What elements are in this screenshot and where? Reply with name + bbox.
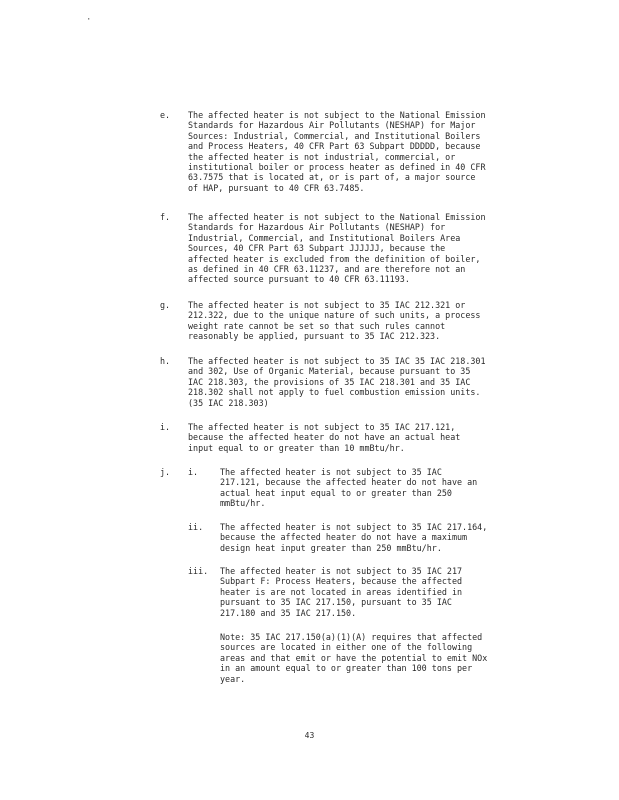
item-letter: f. bbox=[160, 212, 171, 222]
item-letter: e. bbox=[160, 110, 171, 120]
subitem-text: The affected heater is not subject to 35 IAC 217.164, because the affected heater do not have a maximum design heat input greater than 250 mmBtu/hr. bbox=[220, 522, 488, 553]
item-letter: j. bbox=[160, 467, 171, 477]
item-text: The affected heater is not subject to 35 IAC 35 IAC 218.301 and 302, Use of Organic Material, because pursuant to 35 IAC 218.303, the provisions of 35 IAC 218.301 and 35 IAC 218.302 shall not apply to fuel combustion emission units. (35 IAC 218.303) bbox=[188, 356, 486, 408]
subitem-numeral: ii. bbox=[188, 522, 204, 532]
subitem-text: The affected heater is not subject to 35 IAC 217.121, because the affected heater do not have an actual heat input equal to or greater than 250 mmBtu/hr. bbox=[220, 467, 478, 509]
item-text: The affected heater is not subject to the National Emission Standards for Hazardous Air Pollutants (NESHAP) for Industrial, Commercial, and Institutional Boilers Area Sources, 40 CFR Part 63 Subpart JJJJJJ, because the affected heater is excluded from the definition of boiler, as defined in 40 CFR 63.11237, and are therefore not an affected source pursuant to 40 CFR 63.11193. bbox=[188, 212, 486, 285]
item-text: The affected heater is not subject to 35 IAC 217.121, because the affected heater do not have an actual heat input equal to or greater than 10 mmBtu/hr. bbox=[188, 422, 461, 453]
note-text: Note: 35 IAC 217.150(a)(1)(A) requires that affected sources are located in either one of the following areas and that emit or have the potential to emit NOx in an amount equal to or greater than 100 tons per year. bbox=[220, 632, 488, 684]
subitem-numeral: i. bbox=[188, 467, 199, 477]
subitem-numeral: iii. bbox=[188, 566, 209, 576]
item-text: The affected heater is not subject to the National Emission Standards for Hazardous Air Pollutants (NESHAP) for Major Sources: Industrial, Commercial, and Institutional Boilers and Process Heaters, 40 CFR Part 63 Subpart DDDDD, because the affected heater is not industrial, commercial, or institutional boiler or process heater as defined in 40 CFR 63.7575 that is located at, or is part of, a major source of HAP, pursuant to 40 CFR 63.7485. bbox=[188, 110, 486, 193]
item-letter: h. bbox=[160, 356, 171, 366]
item-text: The affected heater is not subject to 35 IAC 212.321 or 212.322, due to the unique nature of such units, a process weight rate cannot be set so that such rules cannot reasonably be applied, pursuant to 35 IAC 212.323. bbox=[188, 300, 481, 342]
subitem-text: The affected heater is not subject to 35 IAC 217 Subpart F: Process Heaters, because the affected heater is are not located in areas identified in pursuant to 35 IAC 217.150, pursuant to 35 IAC 217.180 and 35 IAC 217.150. bbox=[220, 566, 463, 618]
item-letter: i. bbox=[160, 422, 171, 432]
scan-mark: · bbox=[86, 15, 92, 25]
item-letter: g. bbox=[160, 300, 171, 310]
page-number: 43 bbox=[304, 731, 315, 740]
